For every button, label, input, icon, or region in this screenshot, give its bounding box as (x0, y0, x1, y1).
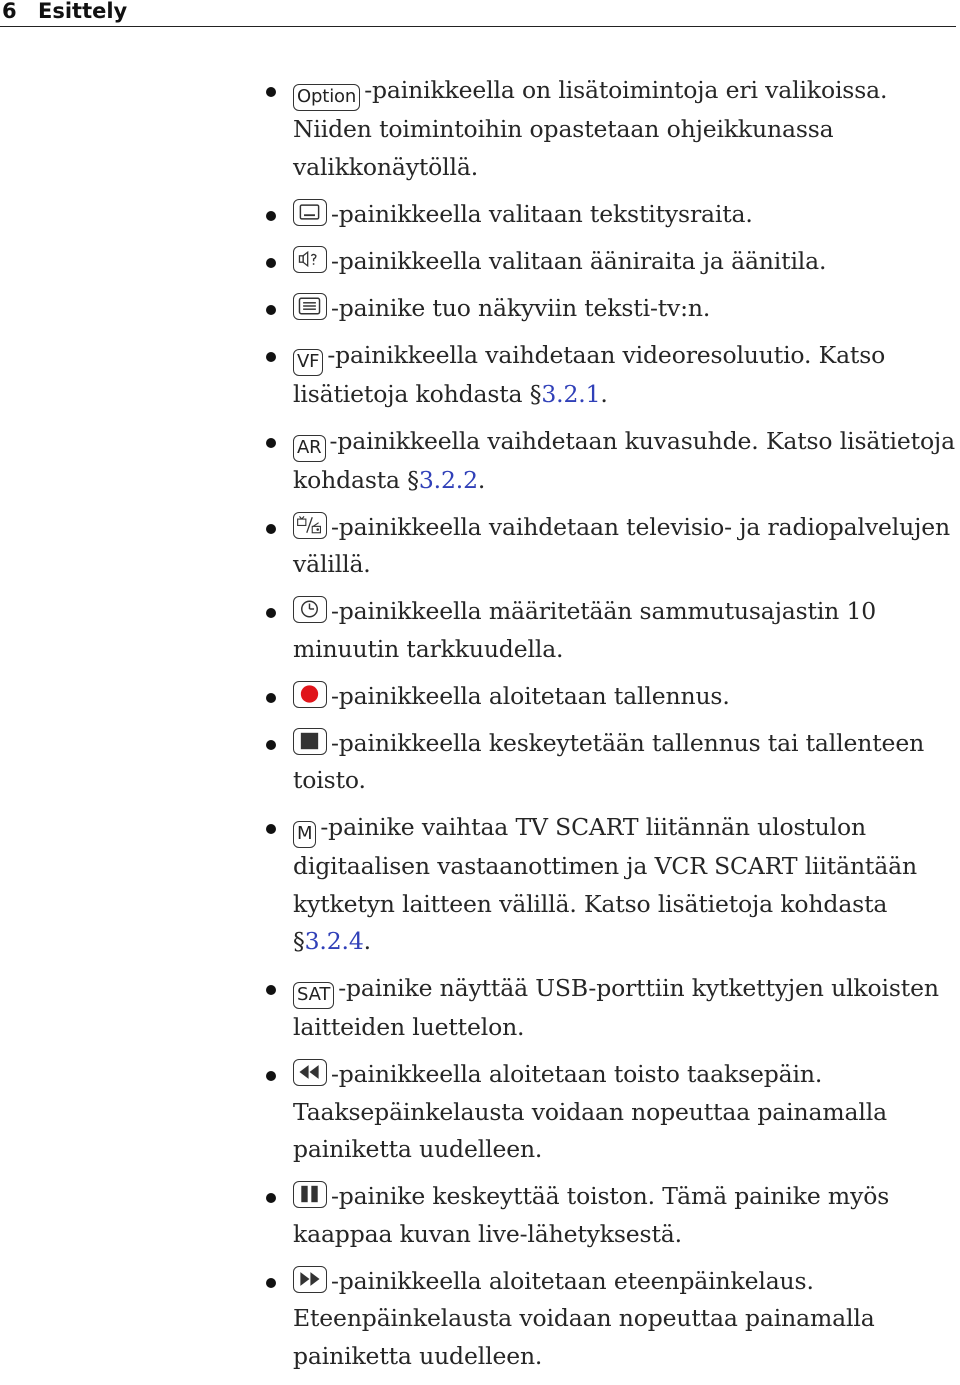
bullet (266, 438, 276, 448)
item-text: -painikkeella valitaan tekstitysraita. (331, 199, 753, 228)
list-item (0, 678, 955, 716)
audio-track-icon (293, 246, 327, 273)
section-reference-link[interactable]: 3.2.4 (304, 927, 364, 955)
teletext-icon (293, 293, 327, 320)
subtitle-icon (293, 199, 327, 226)
fast-forward-icon (293, 1266, 327, 1293)
section-sign: § (529, 379, 542, 408)
remote-button-list (0, 72, 960, 1385)
trailing-punctuation: . (477, 465, 486, 494)
list-item (0, 72, 955, 186)
key-label-sat: SAT (293, 982, 334, 1009)
bullet (266, 693, 276, 703)
key-label-option: Option (293, 84, 360, 111)
bullet (266, 87, 276, 97)
section-sign: § (293, 927, 305, 955)
item-text: -painike tuo näkyviin teksti-tv:n. (331, 293, 711, 322)
list-item (0, 423, 955, 500)
list-item (0, 1056, 955, 1169)
key-label-ar: AR (293, 435, 326, 462)
item-text: -painikkeella keskeytetään tallennus tai tallenteen toisto. (293, 728, 925, 794)
item-text: -painikkeella aloitetaan eteenpäinkelaus. Eteenpäinkelausta voidaan nopeuttaa painamalla painiketta uudelleen. (293, 1266, 875, 1370)
item-text: -painikkeella valitaan ääniraita ja äänitila. (331, 246, 827, 275)
page-header (0, 0, 956, 27)
section-sign: § (407, 465, 419, 494)
section-reference-link[interactable]: 3.2.1 (541, 379, 601, 408)
list-item (0, 593, 955, 668)
bullet (266, 211, 276, 221)
item-text: -painike näyttää USB-porttiin kytkettyjen ulkoisten laitteiden luettelon. (293, 974, 939, 1041)
list-item (0, 1263, 955, 1376)
item-text: -painikkeella aloitetaan tallennus. (331, 681, 730, 710)
trailing-punctuation: . (600, 379, 608, 408)
bullet (266, 1071, 276, 1081)
trailing-punctuation: . (363, 927, 371, 955)
stop-icon (293, 728, 327, 755)
section-reference-link[interactable]: 3.2.2 (418, 465, 478, 494)
bullet (266, 305, 276, 315)
item-text: -painikkeella vaihdetaan televisio- ja radiopalvelujen välillä. (293, 512, 950, 578)
list-item (0, 725, 955, 800)
item-text: -painike keskeyttää toiston. Tämä painike myös kaappaa kuvan live-lähetyksestä. (293, 1182, 890, 1248)
item-text: -painikkeella määritetään sammutusajastin 10 minuutin tarkkuudella. (293, 597, 877, 663)
bullet (266, 352, 276, 362)
key-label-vf: VF (293, 349, 323, 376)
chapter-title: Esittely (38, 0, 128, 23)
item-text: -painikkeella vaihdetaan kuvasuhde. Katso lisätietoja kohdasta (293, 426, 955, 494)
list-item (0, 243, 955, 281)
item-text: -painikkeella on lisätoimintoja eri valikoissa. Niiden toimintoihin opastetaan ohjeikkunassa valikkonäytöllä. (293, 76, 888, 181)
item-text: -painike vaihtaa TV SCART liitännän ulostulon digitaalisen vastaanottimen ja VCR SCART liitäntään kytketyn laitteen välillä. Katso lisätietoja kohdasta (293, 813, 917, 918)
bullet (266, 824, 276, 834)
bullet (266, 608, 276, 618)
list-item (0, 196, 955, 234)
bullet (266, 985, 276, 995)
rewind-icon (293, 1059, 327, 1086)
pause-icon (293, 1181, 327, 1208)
bullet (266, 740, 276, 750)
clock-icon (293, 596, 327, 623)
item-text: -painikkeella aloitetaan toisto taaksepäin. Taaksepäinkelausta voidaan nopeuttaa painamalla painiketta uudelleen. (293, 1060, 887, 1163)
list-item (0, 509, 955, 584)
list-item (0, 809, 955, 961)
list-item (0, 1178, 955, 1253)
bullet (266, 1193, 276, 1203)
bullet (266, 524, 276, 534)
list-item (0, 337, 955, 414)
bullet (266, 1278, 276, 1288)
tv-radio-icon (293, 512, 327, 539)
page-number: 6 (2, 0, 17, 23)
record-icon (293, 681, 327, 708)
list-item (0, 970, 955, 1047)
key-label-m: M (293, 821, 316, 848)
bullet (266, 258, 276, 268)
list-item (0, 290, 955, 328)
item-text: -painikkeella vaihdetaan videoresoluutio. Katso lisätietoja kohdasta (293, 340, 886, 408)
